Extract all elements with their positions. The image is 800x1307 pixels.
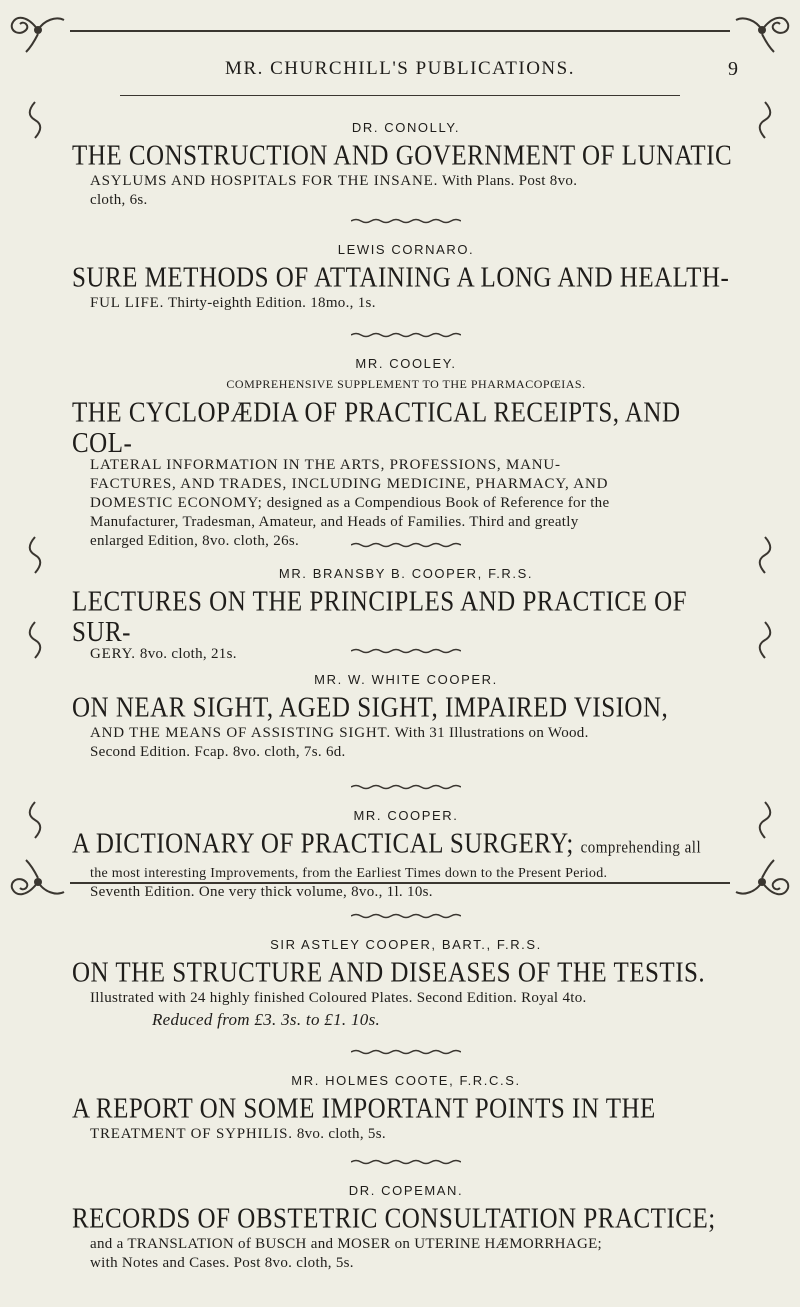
price-reduction: Reduced from £3. 3s. to £1. 10s. (152, 1010, 381, 1029)
book-details: TREATMENT OF SYPHILIS. 8vo. cloth, 5s. (90, 1126, 386, 1142)
book-details: GERY. 8vo. cloth, 21s. (90, 646, 237, 662)
publication-entry (72, 1183, 740, 1283)
separator-ornament-icon (351, 913, 461, 919)
publication-list (72, 112, 740, 1283)
book-details: FUL LIFE. Thirty-eighth Edition. 18mo., 1s. (90, 295, 376, 311)
book-details: Manufacturer, Tradesman, Amateur, and Heads of Families. Third and greatly (90, 514, 579, 530)
author-name: DR. COPEMAN. (348, 1183, 464, 1198)
frame-top-rule (70, 30, 730, 32)
publication-entry (72, 672, 740, 784)
side-ornament-icon (24, 620, 46, 660)
book-subtitle: COMPREHENSIVE SUPPLEMENT TO THE PHARMACOPŒIAS. (226, 377, 586, 391)
side-ornament-icon (754, 535, 776, 575)
publication-entry (72, 566, 740, 662)
author-name: MR. W. WHITE COOPER. (314, 672, 498, 687)
publication-entry (72, 242, 740, 332)
corner-ornament-icon (732, 6, 792, 54)
publication-entry (72, 808, 740, 913)
book-details: FACTURES, AND TRADES, INCLUDING MEDICINE, PHARMACY, AND (90, 476, 609, 492)
book-title: ON NEAR SIGHT, AGED SIGHT, IMPAIRED VISION, (72, 693, 669, 724)
book-title: SURE METHODS OF ATTAINING A LONG AND HEALTH- (72, 263, 730, 294)
book-details: ASYLUMS AND HOSPITALS FOR THE INSANE. With Plans. Post 8vo. (90, 173, 578, 189)
header-rule (120, 95, 680, 96)
corner-ornament-icon (8, 858, 68, 906)
side-ornament-icon (24, 800, 46, 840)
separator-ornament-icon (351, 332, 461, 338)
running-head: MR. CHURCHILL'S PUBLICATIONS. (225, 58, 575, 79)
book-title: LECTURES ON THE PRINCIPLES AND PRACTICE OF SUR- (72, 587, 688, 648)
separator-ornament-icon (351, 1159, 461, 1165)
book-details: enlarged Edition, 8vo. cloth, 26s. (90, 533, 300, 549)
book-details: with Notes and Cases. Post 8vo. cloth, 5s. (90, 1255, 354, 1271)
book-details: cloth, 6s. (90, 192, 148, 208)
side-ornament-icon (754, 100, 776, 140)
book-title: A DICTIONARY OF PRACTICAL SURGERY; comprehending all (72, 829, 702, 860)
side-ornament-icon (24, 100, 46, 140)
author-name: MR. BRANSBY B. COOPER, F.R.S. (278, 566, 534, 581)
page-number: 9 (728, 58, 738, 80)
publication-entry (72, 937, 740, 1049)
author-name: DR. CONOLLY. (351, 120, 461, 135)
author-name: LEWIS CORNARO. (337, 242, 475, 257)
book-details: and a TRANSLATION of BUSCH and MOSER on UTERINE HÆMORRHAGE; (90, 1236, 603, 1252)
book-title: THE CYCLOPÆDIA OF PRACTICAL RECEIPTS, AND COL- (72, 398, 681, 459)
corner-ornament-icon (732, 858, 792, 906)
book-details: Illustrated with 24 highly finished Coloured Plates. Second Edition. Royal 4to. (90, 990, 587, 1006)
publication-entry (72, 356, 740, 549)
author-name: SIR ASTLEY COOPER, BART., F.R.S. (270, 937, 542, 952)
side-ornament-icon (754, 800, 776, 840)
publication-entry (72, 120, 740, 218)
separator-ornament-icon (351, 218, 461, 224)
publication-entry (72, 1073, 740, 1159)
corner-ornament-icon (8, 6, 68, 54)
book-title: ON THE STRUCTURE AND DISEASES OF THE TESTIS. (72, 958, 706, 989)
book-details: the most interesting Improvements, from the Earliest Times down to the Present Period. (90, 866, 608, 881)
book-details: LATERAL INFORMATION IN THE ARTS, PROFESSIONS, MANU- (90, 457, 561, 473)
side-ornament-icon (24, 535, 46, 575)
separator-ornament-icon (351, 1049, 461, 1055)
author-name: MR. COOPER. (353, 808, 459, 823)
separator-ornament-icon (351, 648, 461, 654)
book-details: DOMESTIC ECONOMY; designed as a Compendious Book of Reference for the (90, 495, 610, 511)
book-title: THE CONSTRUCTION AND GOVERNMENT OF LUNATIC (72, 141, 733, 172)
author-name: MR. COOLEY. (355, 356, 457, 371)
book-title: RECORDS OF OBSTETRIC CONSULTATION PRACTICE; (72, 1204, 716, 1235)
side-ornament-icon (754, 620, 776, 660)
book-details: Seventh Edition. One very thick volume, 8vo., 1l. 10s. (90, 884, 433, 900)
book-details: Second Edition. Fcap. 8vo. cloth, 7s. 6d. (90, 744, 346, 760)
separator-ornament-icon (351, 784, 461, 790)
book-details: AND THE MEANS OF ASSISTING SIGHT. With 31 Illustrations on Wood. (90, 725, 589, 741)
separator-ornament-icon (351, 542, 461, 548)
book-title: A REPORT ON SOME IMPORTANT POINTS IN THE (72, 1094, 656, 1125)
author-name: MR. HOLMES COOTE, F.R.C.S. (291, 1073, 521, 1088)
